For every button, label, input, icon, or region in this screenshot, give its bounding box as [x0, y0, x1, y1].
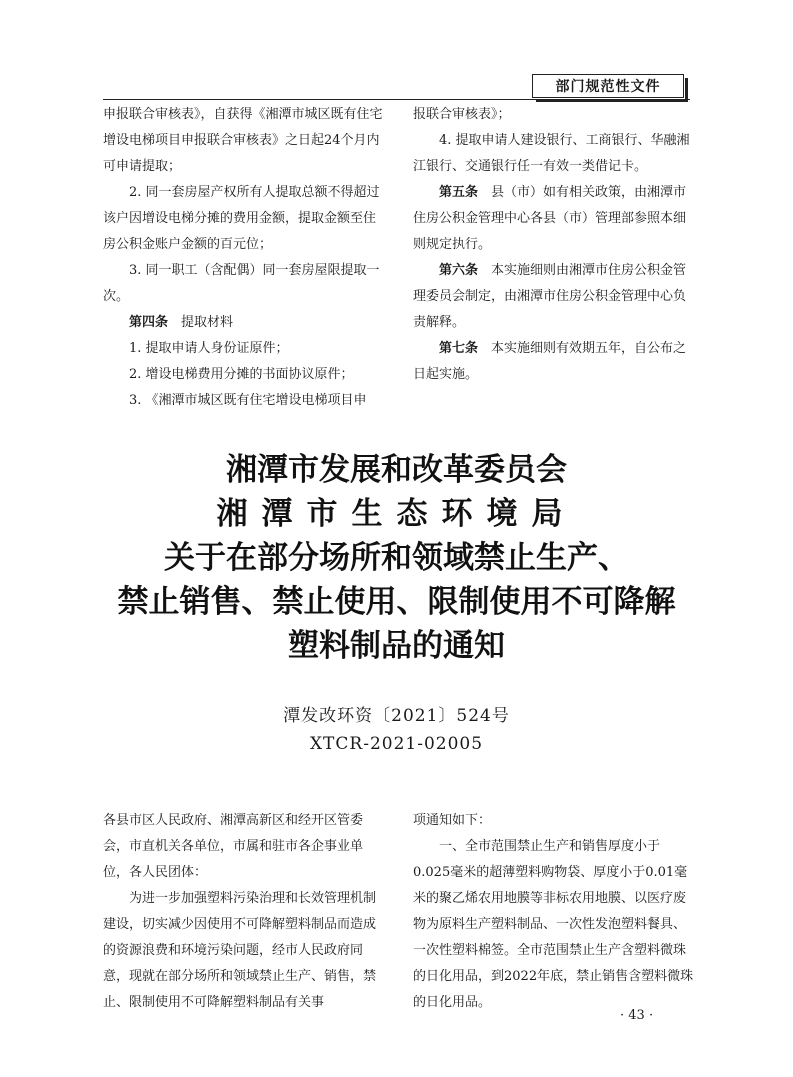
article-heading: 第七条: [439, 341, 479, 356]
title-line: 湘潭市发展和改革委员会: [226, 452, 567, 488]
paragraph: 为进一步加强塑料污染治理和长效管理机制建设，切实减少因使用不可降解塑料制品而造成的资源浪费和环境污染问题，经市人民政府同意，现就在部分场所和领域禁止生产、销售，禁止、限制使用不可降解塑料制品有关事: [103, 891, 377, 1010]
doc-code-line: XTCR-2021-02005: [309, 734, 484, 754]
notice-title: [60, 448, 733, 668]
article-heading: 第六条: [439, 263, 479, 278]
paragraph: 项通知如下：: [413, 813, 492, 828]
paragraph: 3. 同一职工（含配偶）同一套房屋限提取一次。: [103, 263, 380, 304]
title-line: 塑料制品的通知: [288, 628, 505, 664]
document-number: [60, 702, 733, 758]
section-label-box: [532, 74, 684, 98]
paragraph: 申报联合审核表》，自获得《湘潭市城区既有住宅增设电梯项目申报联合审核表》之日起24个月内可申请提取；: [103, 107, 383, 174]
list-item: 3. 《湘潭市城区既有住宅增设电梯项目申: [129, 393, 367, 408]
article-5: [413, 180, 693, 258]
article-text: 本实施细则由湘潭市住房公积金管理委员会制定，由湘潭市住房公积金管理中心负责解释。: [413, 263, 687, 330]
title-line: 禁止销售、禁止使用、限制使用不可降解: [117, 584, 676, 620]
title-line: 关于在部分场所和领域禁止生产、: [164, 540, 629, 576]
paragraph: 一、全市范围禁止生产和销售厚度小于0.025毫米的超薄塑料购物袋、厚度小于0.01毫米的聚乙烯农用地膜等非标农用地膜、以医疗废物为原料生产塑料制品、一次性发泡塑料餐具、一次性塑料棉签。全市范围禁止生产含塑料微珠的日化用品，到2022年底，禁止销售含塑料微珠的日化用品。: [413, 839, 694, 1010]
article-heading: 第五条: [439, 185, 479, 200]
article-text: 提取材料: [181, 315, 234, 330]
paragraph: 2. 同一套房屋产权所有人提取总额不得超过该户因增设电梯分摊的费用金额，提取金额至住房公积金账户金额的百元位；: [103, 185, 380, 252]
list-item: 1. 提取申请人身份证原件；: [129, 341, 289, 356]
bottom-left-column: [103, 808, 388, 1016]
bottom-right-column: [413, 808, 695, 1016]
article-4: [103, 310, 388, 336]
article-text: 县（市）如有相关政策，由湘潭市住房公积金管理中心各县（市）管理部参照本细则规定执行。: [413, 185, 687, 252]
section-label: 部门规范性文件: [555, 79, 661, 95]
article-6: [413, 258, 693, 336]
top-right-column: [413, 102, 693, 388]
list-item: 4. 提取申请人建设银行、工商银行、华融湘江银行、交通银行任一有效一类借记卡。: [413, 133, 690, 174]
page-number: · 43 ·: [620, 1008, 654, 1023]
top-left-column: [103, 102, 388, 414]
article-text: 本实施细则有效期五年，自公布之日起实施。: [413, 341, 687, 382]
list-item: 2. 增设电梯费用分摊的书面协议原件；: [129, 367, 354, 382]
recipients: 各县市区人民政府、湘潭高新区和经开区管委会，市直机关各单位，市属和驻市各企事业单位，各人民团体：: [103, 813, 364, 880]
article-heading: 第四条: [129, 315, 169, 330]
article-7: [413, 336, 693, 388]
header-rule: [103, 99, 690, 100]
doc-number-line: 潭发改环资〔2021〕524号: [283, 706, 510, 726]
title-line: 湘潭市生态环境局: [216, 496, 577, 532]
paragraph: 报联合审核表》；: [413, 107, 511, 122]
